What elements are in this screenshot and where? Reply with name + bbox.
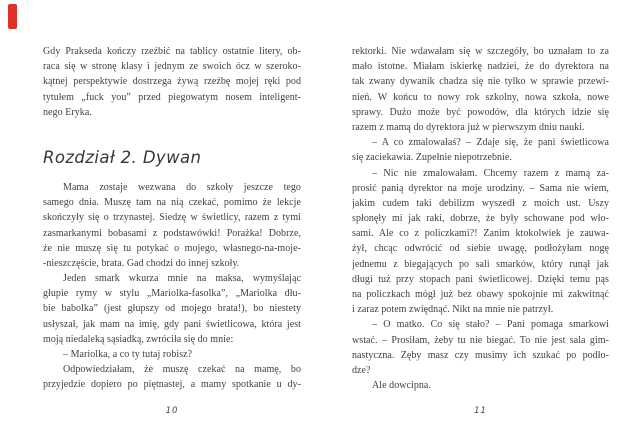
- book-page-right: [352, 44, 609, 393]
- paragraph: [352, 378, 609, 393]
- text-line: – Nic nie zmalowałam. Chcemy razem z mamą za-: [372, 167, 609, 179]
- text-line: tak zwany dywanik chadza się nie tylko w sprawie przewi-: [352, 76, 609, 88]
- text-line: prosić panią dyrektor na moje urodziny. – Sama nie wiem,: [352, 182, 609, 194]
- text-line: dze?: [352, 364, 371, 376]
- text-line: – O matko. Co się stało? – Pani pomaga smarkowi: [372, 319, 609, 331]
- text-line: -nieszczęście, brata. Gad chodzi do innej szkoły.: [43, 257, 240, 269]
- text-line: jakim cudem taki debilizm wyszedł z moich ust. Uszy: [352, 197, 609, 209]
- text-line: usłyszał, jak mam na imię, gdy pani świetlicowa, która jest: [43, 318, 301, 330]
- text-line: samego dnia. Muszę tam na nią czekać, pomimo że lekcje: [43, 197, 301, 209]
- paragraph: [352, 135, 609, 165]
- text-line: skończyły się o trzynastej. Siedzę w świetlicy, razem z tymi: [43, 212, 301, 224]
- page-number-right: 11: [474, 406, 487, 416]
- chapter-heading: Rozdział 2. Dywan: [43, 147, 202, 167]
- text-line: kątnej perspektywie dostrzega żywą rzeźbę mojej ręki pod: [43, 76, 301, 88]
- text-line: sami. Ale co z policzkami?! Zanim ktokolwiek je zauwa-: [352, 228, 609, 240]
- paragraph: [352, 44, 609, 135]
- text-line: się zaciekawia. Zupełnie niepotrzebnie.: [352, 152, 512, 164]
- text-line: wstać. – Prosiłam, żeby tu nie biegać. To nie jest sala gim-: [352, 334, 609, 346]
- text-line: Mama zostaje wezwana do szkoły jeszcze tego: [63, 181, 301, 193]
- text-line: mało istotne. Miałam iskierkę nadziei, że do dyrektora na: [352, 61, 609, 73]
- text-line: – Mariolka, a co ty tutaj robisz?: [63, 349, 193, 360]
- text-line: spłonęły mi jak raki, dobrze, że były schowane pod wło-: [352, 213, 609, 225]
- text-line: żył, chcąc odwrócić od siebie uwagę, podłożyłam nogę: [352, 243, 609, 255]
- text-line: razem z mamą do dyrektora już w pierwszym dniu nauki.: [352, 121, 585, 133]
- text-line: przyjedzie dopiero po piętnastej, a mamy spotkanie u dy-: [43, 379, 301, 391]
- text-line: długi tuż przy stopach pani świetlicowej. Dzięki temu pąs: [352, 273, 609, 285]
- text-line: sprawy. Dużo może być powodów, dla których idzie się: [352, 106, 609, 118]
- text-line: Gdy Prakseda kończy rzeźbić na tablicy ostatnie litery, ob-: [43, 46, 301, 57]
- text-line: na policzkach mógł już bez obawy spokojnie mi zakwitnąć: [352, 289, 609, 300]
- text-line: że nie muszę się tu potykać o mojego, własnego-na-moje-: [43, 242, 301, 254]
- text-line: raca się w stronę klasy i jednym ze swoich ócz w szeroko-: [43, 61, 301, 73]
- paragraph: [43, 180, 301, 271]
- text-line: zasmarkanymi bobasami z podstawówki! Porażka! Dobrze,: [43, 227, 301, 239]
- text-line: Ale dowcipna.: [372, 380, 431, 392]
- text-line: – A co zmalowałaś? – Zdaje się, że pani świetlicowa: [372, 137, 609, 149]
- text-line: Jeden smark wkurza mnie na maksa, wymyślając: [63, 273, 301, 285]
- text-line: i zaraz potem zwiędnąć. Nikt na mnie nie patrzył.: [352, 304, 554, 316]
- paragraph: [43, 362, 301, 392]
- page-number-left: 10: [165, 406, 179, 416]
- text-line: jednemu z biegających po sali smarków, który runął jak: [352, 258, 609, 270]
- text-line: tytułem „fuck you” przed piegowatym nosem inteligent-: [43, 91, 301, 103]
- paragraph: [43, 271, 301, 347]
- paragraph: [352, 166, 609, 318]
- paragraph: [43, 347, 301, 362]
- text-line: bie babolka” (jest głupszy od mojego brata!), bo niestety: [43, 303, 301, 315]
- text-line: nień. W końcu to nowy rok szkolny, nowa szkoła, nowe: [352, 91, 609, 103]
- text-line: rektorki. Nie wdawałam się w szczegóły, bo uznałam to za: [352, 46, 609, 57]
- text-line: moją niedaleką sąsiadką, zwróciła się do mnie:: [43, 333, 234, 345]
- paragraph: [43, 44, 301, 120]
- text-line: nastyczna. Zęby masz czy musimy ich szukać po podło-: [352, 349, 609, 361]
- paragraph: [352, 317, 609, 378]
- book-page-left: [43, 44, 301, 393]
- red-marker: [8, 4, 17, 29]
- text-line: Odpowiedziałam, że muszę czekać na mamę, bo: [63, 364, 301, 376]
- text-line: głupie rymy w stylu „Mariolka-fasolka”, „Mariolka dłu-: [43, 288, 301, 300]
- text-line: nego Eryka.: [43, 106, 92, 118]
